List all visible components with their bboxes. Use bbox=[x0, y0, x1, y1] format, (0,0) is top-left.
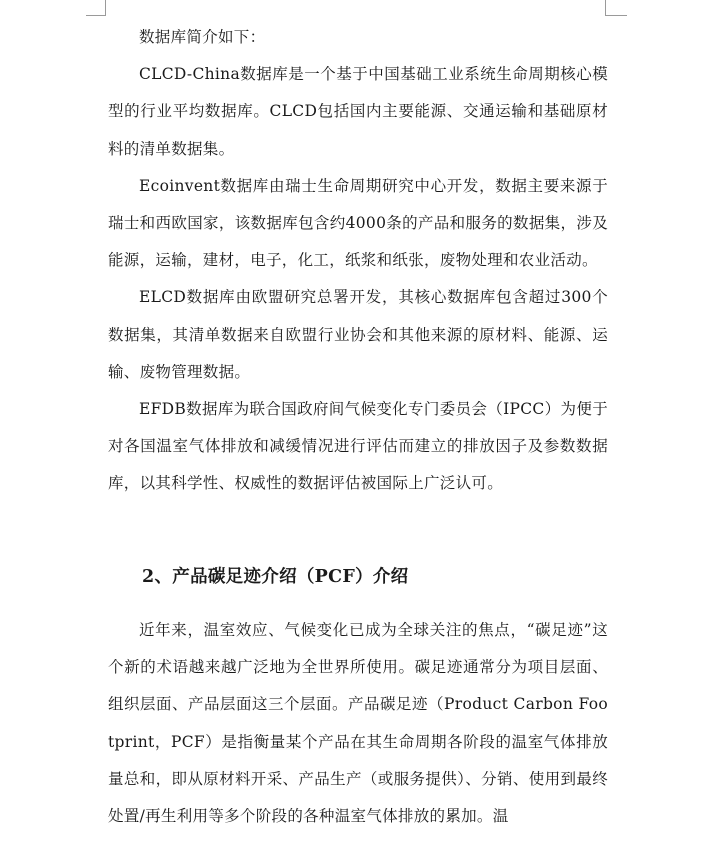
paragraph-clcd: CLCD-China数据库是一个基于中国基础工业系统生命周期核心模型的行业平均数据库。CLCD包括国内主要能源、交通运输和基础原材料的清单数据集。 bbox=[108, 65, 608, 158]
paragraph-elcd: ELCD数据库由欧盟研究总署开发，其核心数据库包含超过300个数据集，其清单数据来自欧盟行业协会和其他来源的原材料、能源、运输、废物管理数据。 bbox=[108, 288, 608, 381]
paragraph-efdb: EFDB数据库为联合国政府间气候变化专门委员会（IPCC）为便于对各国温室气体排放和减缓情况进行评估而建立的排放因子及参数数据库，以其科学性、权威性的数据评估被国际上广泛认可。 bbox=[108, 400, 608, 493]
intro-line: 数据库简介如下： bbox=[139, 28, 266, 46]
body-text bbox=[108, 19, 608, 503]
section-body bbox=[108, 612, 608, 835]
paragraph-pcf: 近年来，温室效应、气候变化已成为全球关注的焦点，“碳足迹”这个新的术语越来越广泛地为全世界所使用。碳足迹通常分为项目层面、组织层面、产品层面这三个层面。产品碳足迹（Product Carbon Footprint，PCF）是指衡量某个产品在其生命周期各阶段的温室气体排放量总和，即从原材料开采、产品生产（或服务提供）、分销、使用到最终处置/再生利用等多个阶段的各种温室气体排放的累加。温 bbox=[108, 621, 608, 826]
crop-mark-top-left bbox=[86, 15, 106, 16]
crop-mark-top-left bbox=[105, 0, 106, 16]
paragraph-ecoinvent: Ecoinvent数据库由瑞士生命周期研究中心开发，数据主要来源于瑞士和西欧国家，该数据库包含约4000条的产品和服务的数据集，涉及能源，运输，建材，电子，化工，纸浆和纸张，废物处理和农业活动。 bbox=[108, 176, 608, 270]
crop-mark-top-right bbox=[605, 0, 606, 16]
crop-mark-top-right bbox=[605, 15, 627, 16]
section-heading: 2、产品碳足迹介绍（PCF）介绍 bbox=[142, 567, 409, 587]
